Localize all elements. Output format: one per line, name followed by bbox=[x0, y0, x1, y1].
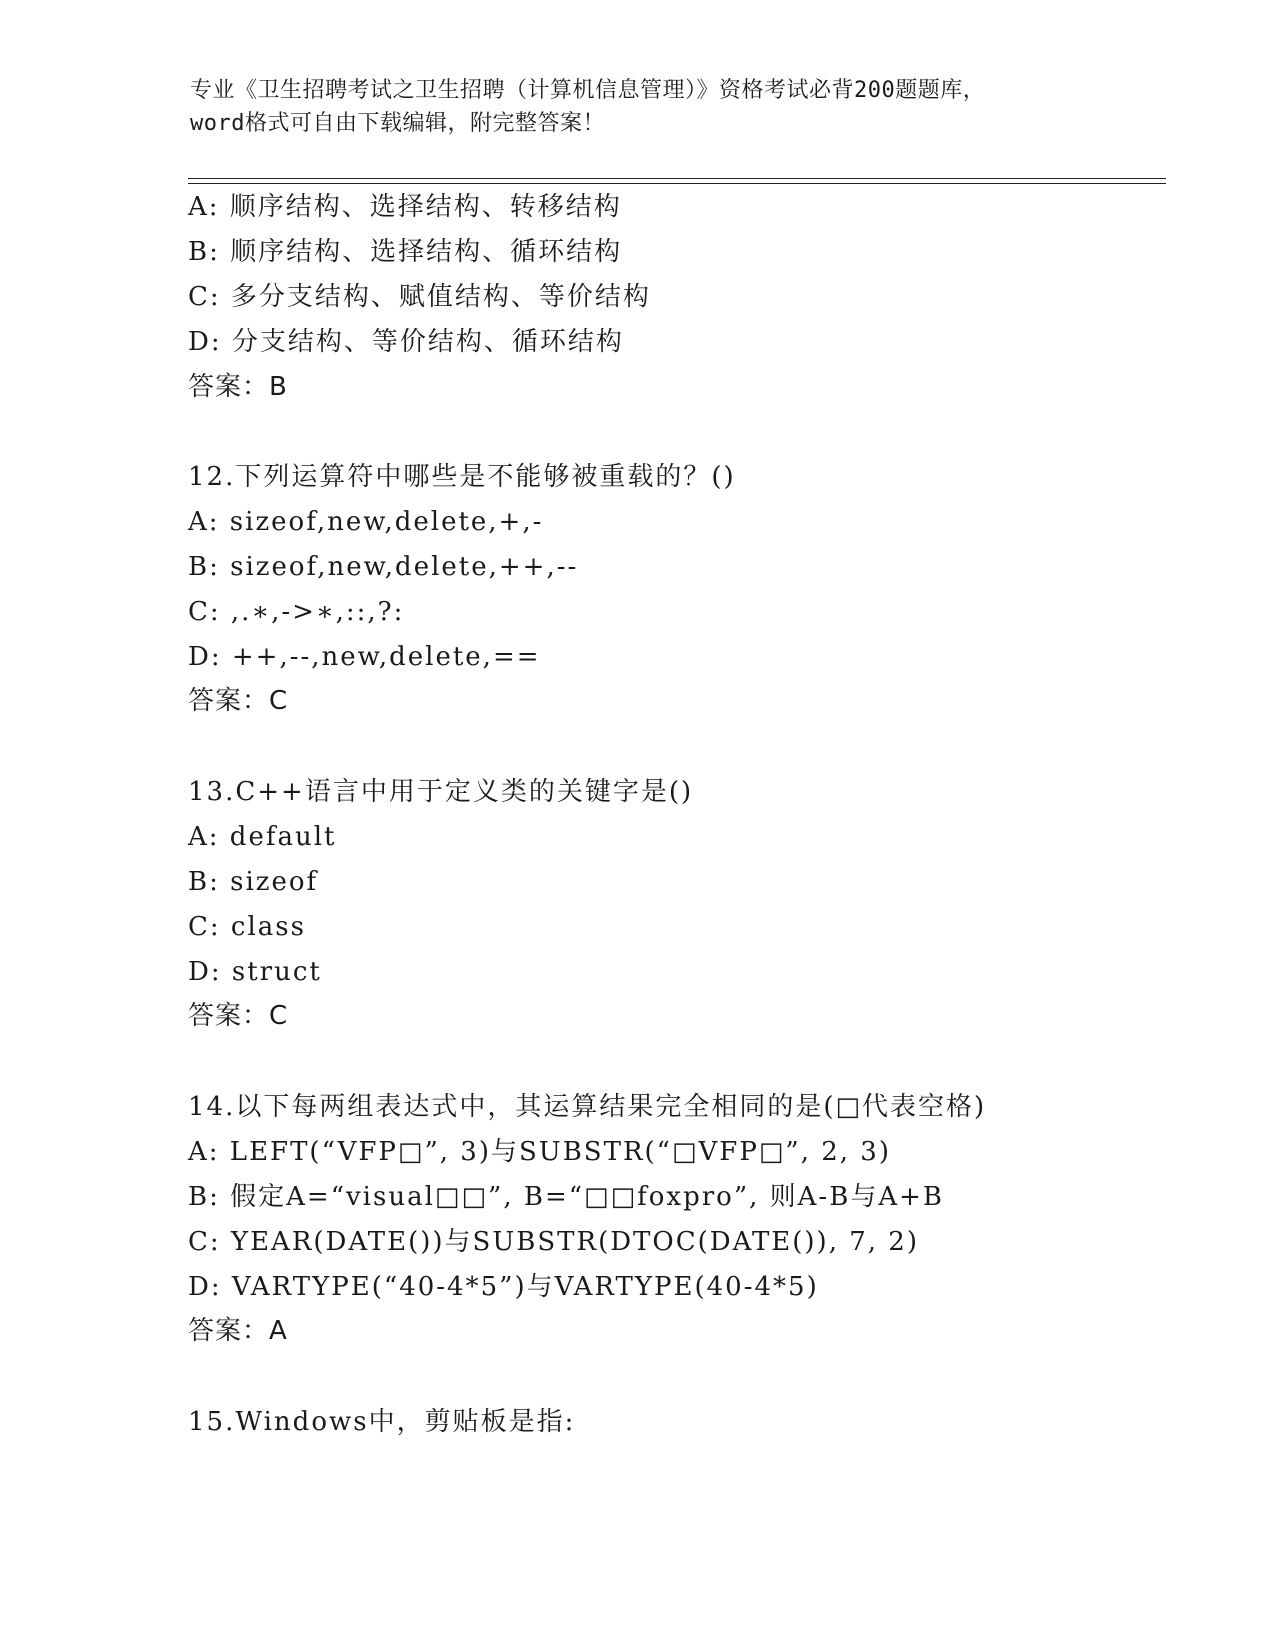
q14-answer: 答案：A bbox=[188, 1316, 288, 1346]
q11-option-b: B: 顺序结构、选择结构、循环结构 bbox=[188, 237, 623, 267]
q12-answer: 答案：C bbox=[188, 686, 289, 716]
q14-option-a: A: LEFT(“VFP□”, 3)与SUBSTR(“□VFP□”, 2, 3) bbox=[188, 1137, 891, 1167]
q12-option-b: B: sizeof,new,delete,++,-- bbox=[188, 552, 579, 582]
q13-answer: 答案：C bbox=[188, 1001, 289, 1031]
q12-option-c: C: ,.∗,->∗,::,?: bbox=[188, 597, 405, 627]
q14-question: 14.以下每两组表达式中，其运算结果完全相同的是(□代表空格) bbox=[188, 1092, 987, 1122]
q13-option-b: B: sizeof bbox=[188, 867, 319, 897]
q15-question: 15.Windows中，剪贴板是指: bbox=[188, 1407, 576, 1437]
q12-question: 12.下列运算符中哪些是不能够被重载的？() bbox=[188, 462, 736, 492]
document-header bbox=[190, 74, 1090, 140]
header-line-2: word格式可自由下载编辑，附完整答案！ bbox=[190, 111, 605, 136]
q13-option-c: C: class bbox=[188, 912, 306, 942]
q14-option-d: D: VARTYPE(“40-4*5”)与VARTYPE(40-4*5) bbox=[188, 1272, 819, 1302]
q14-option-b: B: 假定A=“visual□□”, B=“□□foxpro”, 则A-B与A+B bbox=[188, 1182, 944, 1212]
q11-option-c: C: 多分支结构、赋值结构、等价结构 bbox=[188, 282, 651, 312]
q14-option-c: C: YEAR(DATE())与SUBSTR(DTOC(DATE()), 7, 2) bbox=[188, 1227, 919, 1257]
q12-option-d: D: ++,--,new,delete,== bbox=[188, 642, 541, 672]
q12-option-a: A: sizeof,new,delete,+,- bbox=[188, 507, 544, 537]
header-rule-bottom bbox=[188, 183, 1166, 184]
q13-option-a: A: default bbox=[188, 822, 337, 852]
q13-option-d: D: struct bbox=[188, 957, 322, 987]
header-line-1: 专业《卫生招聘考试之卫生招聘（计算机信息管理）》资格考试必背200题题库， bbox=[190, 78, 986, 103]
q11-answer: 答案：B bbox=[188, 372, 288, 402]
q11-option-d: D: 分支结构、等价结构、循环结构 bbox=[188, 327, 624, 357]
q11-option-a: A: 顺序结构、选择结构、转移结构 bbox=[188, 192, 622, 222]
q13-question: 13.C++语言中用于定义类的关键字是() bbox=[188, 777, 694, 807]
header-rule-top bbox=[188, 178, 1166, 179]
